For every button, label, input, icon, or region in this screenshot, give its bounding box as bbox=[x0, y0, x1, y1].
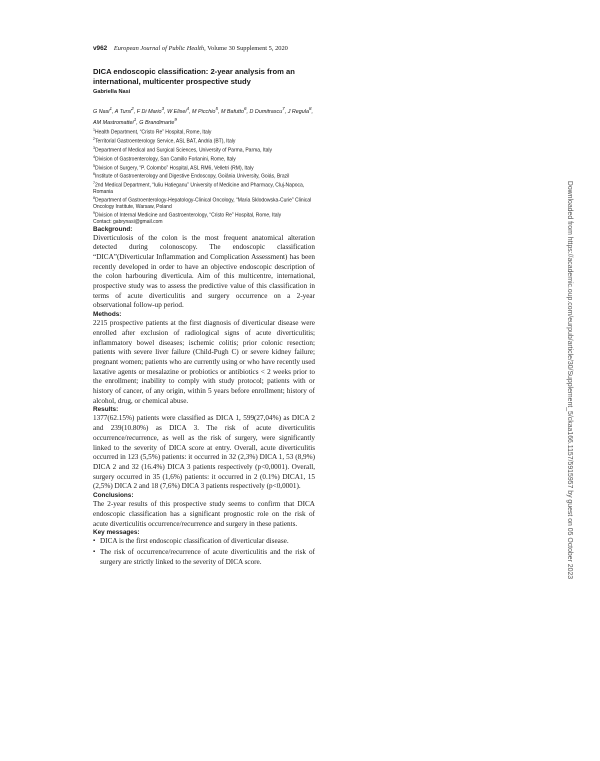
affiliation-text: 2nd Medical Department, “Iuliu Hatieganu” University of Medicine and Pharmacy, Cluj-Napoca, Romania bbox=[93, 183, 305, 196]
affiliation-item bbox=[93, 180, 315, 195]
background-heading: Background: bbox=[93, 225, 133, 233]
affiliation-text: Health Department, “Cristo Re” Hospital, Rome, Italy bbox=[95, 129, 212, 136]
author-list: G Nasi$^1$, A Tursi$^2$, F Di Mario$^3$, W Elisei$^4$, M Picchio$^5$, M Bafutto$^6$, D Dumitrascu$^7$, J Regula$^8$, AM Mastromattei$^1$, G Brandimarte$^9$ bbox=[93, 106, 314, 126]
journal-name: European Journal of Public Health, bbox=[113, 45, 206, 52]
affiliation-number: 1 bbox=[93, 128, 95, 133]
methods-text: 2215 prospective patients at the first diagnosis of diverticular disease were enrolled after exclusion of radiological signs of acute diverticulitis; inflammatory bowel diseases; ischemic colitis; prior colonic resection; patients with severe liver failure (Child-Pugh C) or severe kidney failure; pregnant women; patients who are currently using or who have recently used laxative agents or mesalazine or probiotics or antibiotics < 2 weeks prior to the enrollment; inability to comply with study protocol; patients with or history of cancer, of any origin, within 5 years before enrollment; history of alcohol, drug, or chemical abuse. bbox=[93, 319, 315, 405]
conclusions-text: The 2-year results of this prospective study seems to confirm that DICA endoscopic classification has a significant prognostic role on the risk of acute diverticulitis occurrence/recurrence and surgery in these patients. bbox=[93, 500, 315, 528]
affiliation-text: Division of Surgery, “P. Colombo” Hospital, ASL RM6, Velletri (RM), Italy bbox=[95, 165, 254, 172]
key-messages-heading: Key messages: bbox=[93, 529, 140, 537]
affiliation-number: 3 bbox=[93, 145, 95, 150]
affiliation-item bbox=[93, 195, 315, 210]
affiliation-item bbox=[93, 127, 315, 136]
affiliation-text: Division of Internal Medicine and Gastroenterology, “Cristo Re” Hospital, Rome, Italy bbox=[95, 213, 282, 220]
affiliation-number: 8 bbox=[93, 196, 95, 201]
results-text: 1377(62.15%) patients were classified as DICA 1, 599(27,04%) as DICA 2 and 239(10.80%) as DICA 3. The risk of acute diverticulitis occurrence/recurrence, as well as the risk of surgery, were significantly linked to the severity of DICA score at entry. Overall, acute diverticulitis occurred in 123 (5,5%) patients: it occurred in 32 (2,3%) DICA 1, 53 (8,9%) DICA 2 and 32 (16.4%) DICA 3 patients respectively (p<0,0001). Overall, surgery occurred in 35 (1,6%) patients: it occurred in 2 (0.1%) DICA1, 15 (2,5%) DICA 2 and 18 (7,6%) DICA 3 patients respectively (p<0,0001). bbox=[93, 414, 315, 491]
affiliation-number: 2 bbox=[93, 137, 95, 142]
running-head bbox=[93, 44, 315, 53]
key-messages-list bbox=[93, 537, 315, 567]
download-notice: Downloaded from https://academic.oup.com/eurpub/article/30/Supplement_5/ckaa166.1157/5915957 by guest on 05 October 2023 bbox=[566, 180, 573, 580]
page-number: v962 bbox=[93, 45, 108, 52]
affiliation-item bbox=[93, 145, 315, 154]
affiliation-number: 9 bbox=[93, 211, 95, 216]
affiliation-number: 6 bbox=[93, 172, 95, 177]
affiliation-item bbox=[93, 210, 315, 219]
affiliation-number: 4 bbox=[93, 154, 95, 159]
affiliation-number: 7 bbox=[93, 181, 95, 186]
results-heading: Results: bbox=[93, 406, 119, 414]
journal-volume: Volume 30 Supplement 5, 2020 bbox=[207, 45, 288, 52]
affiliation-number: 5 bbox=[93, 163, 95, 168]
article-title: DICA endoscopic classification: 2-year analysis from an international, multicenter prospective study bbox=[93, 67, 295, 86]
presenter-name: Gabriella Nasi bbox=[93, 89, 131, 96]
key-message-text: The risk of occurrence/recurrence of acute diverticulitis and the risk of surgery are strictly linked to the severity of DICA score. bbox=[100, 547, 315, 566]
key-message-item bbox=[93, 537, 315, 547]
contact-email: Contact: gabrynasi@gmail.com bbox=[93, 219, 163, 226]
affiliation-item bbox=[93, 171, 315, 180]
affiliation-text: Department of Medical and Surgical Sciences, University of Parma, Parma, Italy bbox=[95, 147, 273, 154]
affiliation-text: Department of Gastroenterology-Hepatology-Clinical Oncology, “Maria Sklodowska-Curie” Clinical Oncology Institute, Warsaw, Poland bbox=[93, 198, 312, 211]
affiliation-text: Institute of Gastroenterology and Digestive Endoscopy, Goiânia University, Goiás, Brazil bbox=[95, 174, 290, 181]
affiliation-list bbox=[93, 127, 315, 219]
affiliation-item bbox=[93, 154, 315, 163]
affiliation-text: Territorial Gastroenterology Service, ASL BAT, Andria (BT), Italy bbox=[95, 138, 236, 145]
background-text: Diverticulosis of the colon is the most frequent anatomical alteration detected during colonoscopy. The endoscopic classification “DICA”(Diverticular Inflammation and Complication Assessment) has been recently developed in order to have an objective endoscopic description of the colon harbouring diverticula. Aim of this multicentre, international, prospective study was to assess the predictive value of this classification in terms of acute diverticulitis and surgery occurrence on a 2-year observational follow-up period. bbox=[93, 233, 315, 310]
key-message-item bbox=[93, 548, 315, 567]
methods-heading: Methods: bbox=[93, 311, 122, 319]
affiliation-item bbox=[93, 136, 315, 145]
conclusions-heading: Conclusions: bbox=[93, 492, 134, 500]
bullet-icon: ▪ bbox=[93, 538, 96, 545]
affiliation-item bbox=[93, 163, 315, 172]
bullet-icon: ▪ bbox=[93, 548, 96, 555]
article-page bbox=[93, 44, 315, 568]
affiliation-text: Division of Gastroenterology, San Camillo Forlanini, Rome, Italy bbox=[95, 156, 236, 163]
key-message-text: DICA is the first endoscopic classification of diverticular disease. bbox=[100, 537, 289, 546]
